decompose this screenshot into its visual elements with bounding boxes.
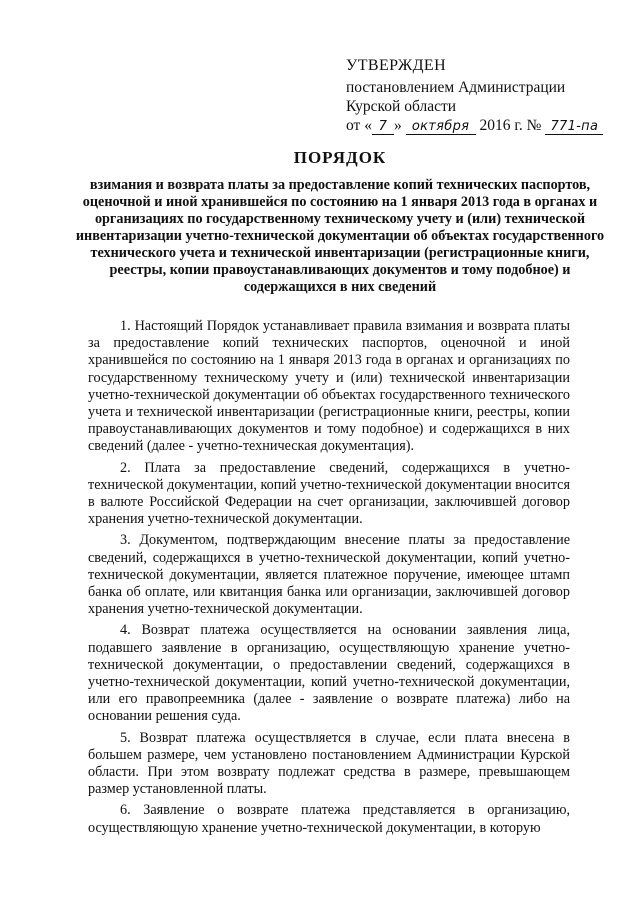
approval-heading: УТВЕРЖДЕН: [346, 57, 447, 74]
doc-number: 771-па: [545, 119, 603, 135]
date-month: октября: [406, 119, 476, 135]
date-mid: »: [393, 117, 402, 134]
approval-line-2: Курской области: [346, 98, 457, 115]
approval-line-1: постановлением Администрации: [346, 79, 566, 96]
document-title-block: [70, 148, 610, 296]
document-title: ПОРЯДОК: [293, 148, 387, 167]
paragraph-3: 3. Документом, подтверждающим внесение платы за предоставление сведений, содержащихся в учетно-технической документации, копий учетно-технической документации, является платежное поручение, имеющее штамп банка об оплате, или квитанция банка или организации, заключившей договор хранения учетно-технической документации.: [88, 532, 570, 618]
paragraph-4: 4. Возврат платежа осуществляется на основании заявления лица, подавшего заявление в организацию, осуществляющую хранение учетно-технической документации, о предоставлении сведений, содержащихся в учетно-технической документации, копий учетно-технической документации, или его правопреемника (далее - заявление о возврате платежа) либо на основании решения суда.: [88, 622, 570, 725]
document-subtitle: взимания и возврата платы за предоставление копий технических паспортов, оценочной и иной хранившейся по состоянию на 1 января 2013 года в органах и организациях по государственному техническому учету и (или) технической инвентаризации учетно-технической документации об объектах государственного технического учета и технической инвентаризации (регистрационные книги, реестры, копии правоустанавливающих документов и тому подобное) и содержащихся в них сведений: [75, 177, 605, 295]
document-body: [88, 318, 570, 841]
paragraph-2: 2. Плата за предоставление сведений, содержащихся в учетно-технической документации, копий учетно-технической документации вносится в валюте Российской Федерации на счет организации, заключившей договор хранения учетно-технической документации.: [88, 459, 570, 528]
date-prefix: от «: [346, 117, 372, 134]
approval-date-line: [346, 116, 626, 135]
paragraph-5: 5. Возврат платежа осуществляется в случае, если плата внесена в большем размере, чем установлено постановлением Администрации Курской области. При этом возврату подлежат средства в размере, превышающем размер установленной платы.: [88, 729, 570, 798]
paragraph-6: 6. Заявление о возврате платежа представляется в организацию, осуществляющую хранение учетно-технической документации, в которую: [88, 802, 570, 836]
date-day: 7: [372, 119, 394, 135]
date-year: 2016 г. №: [479, 117, 542, 134]
approval-stamp: [346, 56, 626, 135]
paragraph-1: 1. Настоящий Порядок устанавливает правила взимания и возврата платы за предоставление копий технических паспортов, оценочной и иной хранившейся по состоянию на 1 января 2013 года в органах и организациях по государственному техническому учету и (или) технической инвентаризации учетно-технической документации об объектах государственного технического учета и технической инвентаризации (регистрационные книги, реестры, копии правоустанавливающих документов и тому подобное) и содержащихся в них сведений (далее - учетно-техническая документация).: [88, 318, 570, 455]
